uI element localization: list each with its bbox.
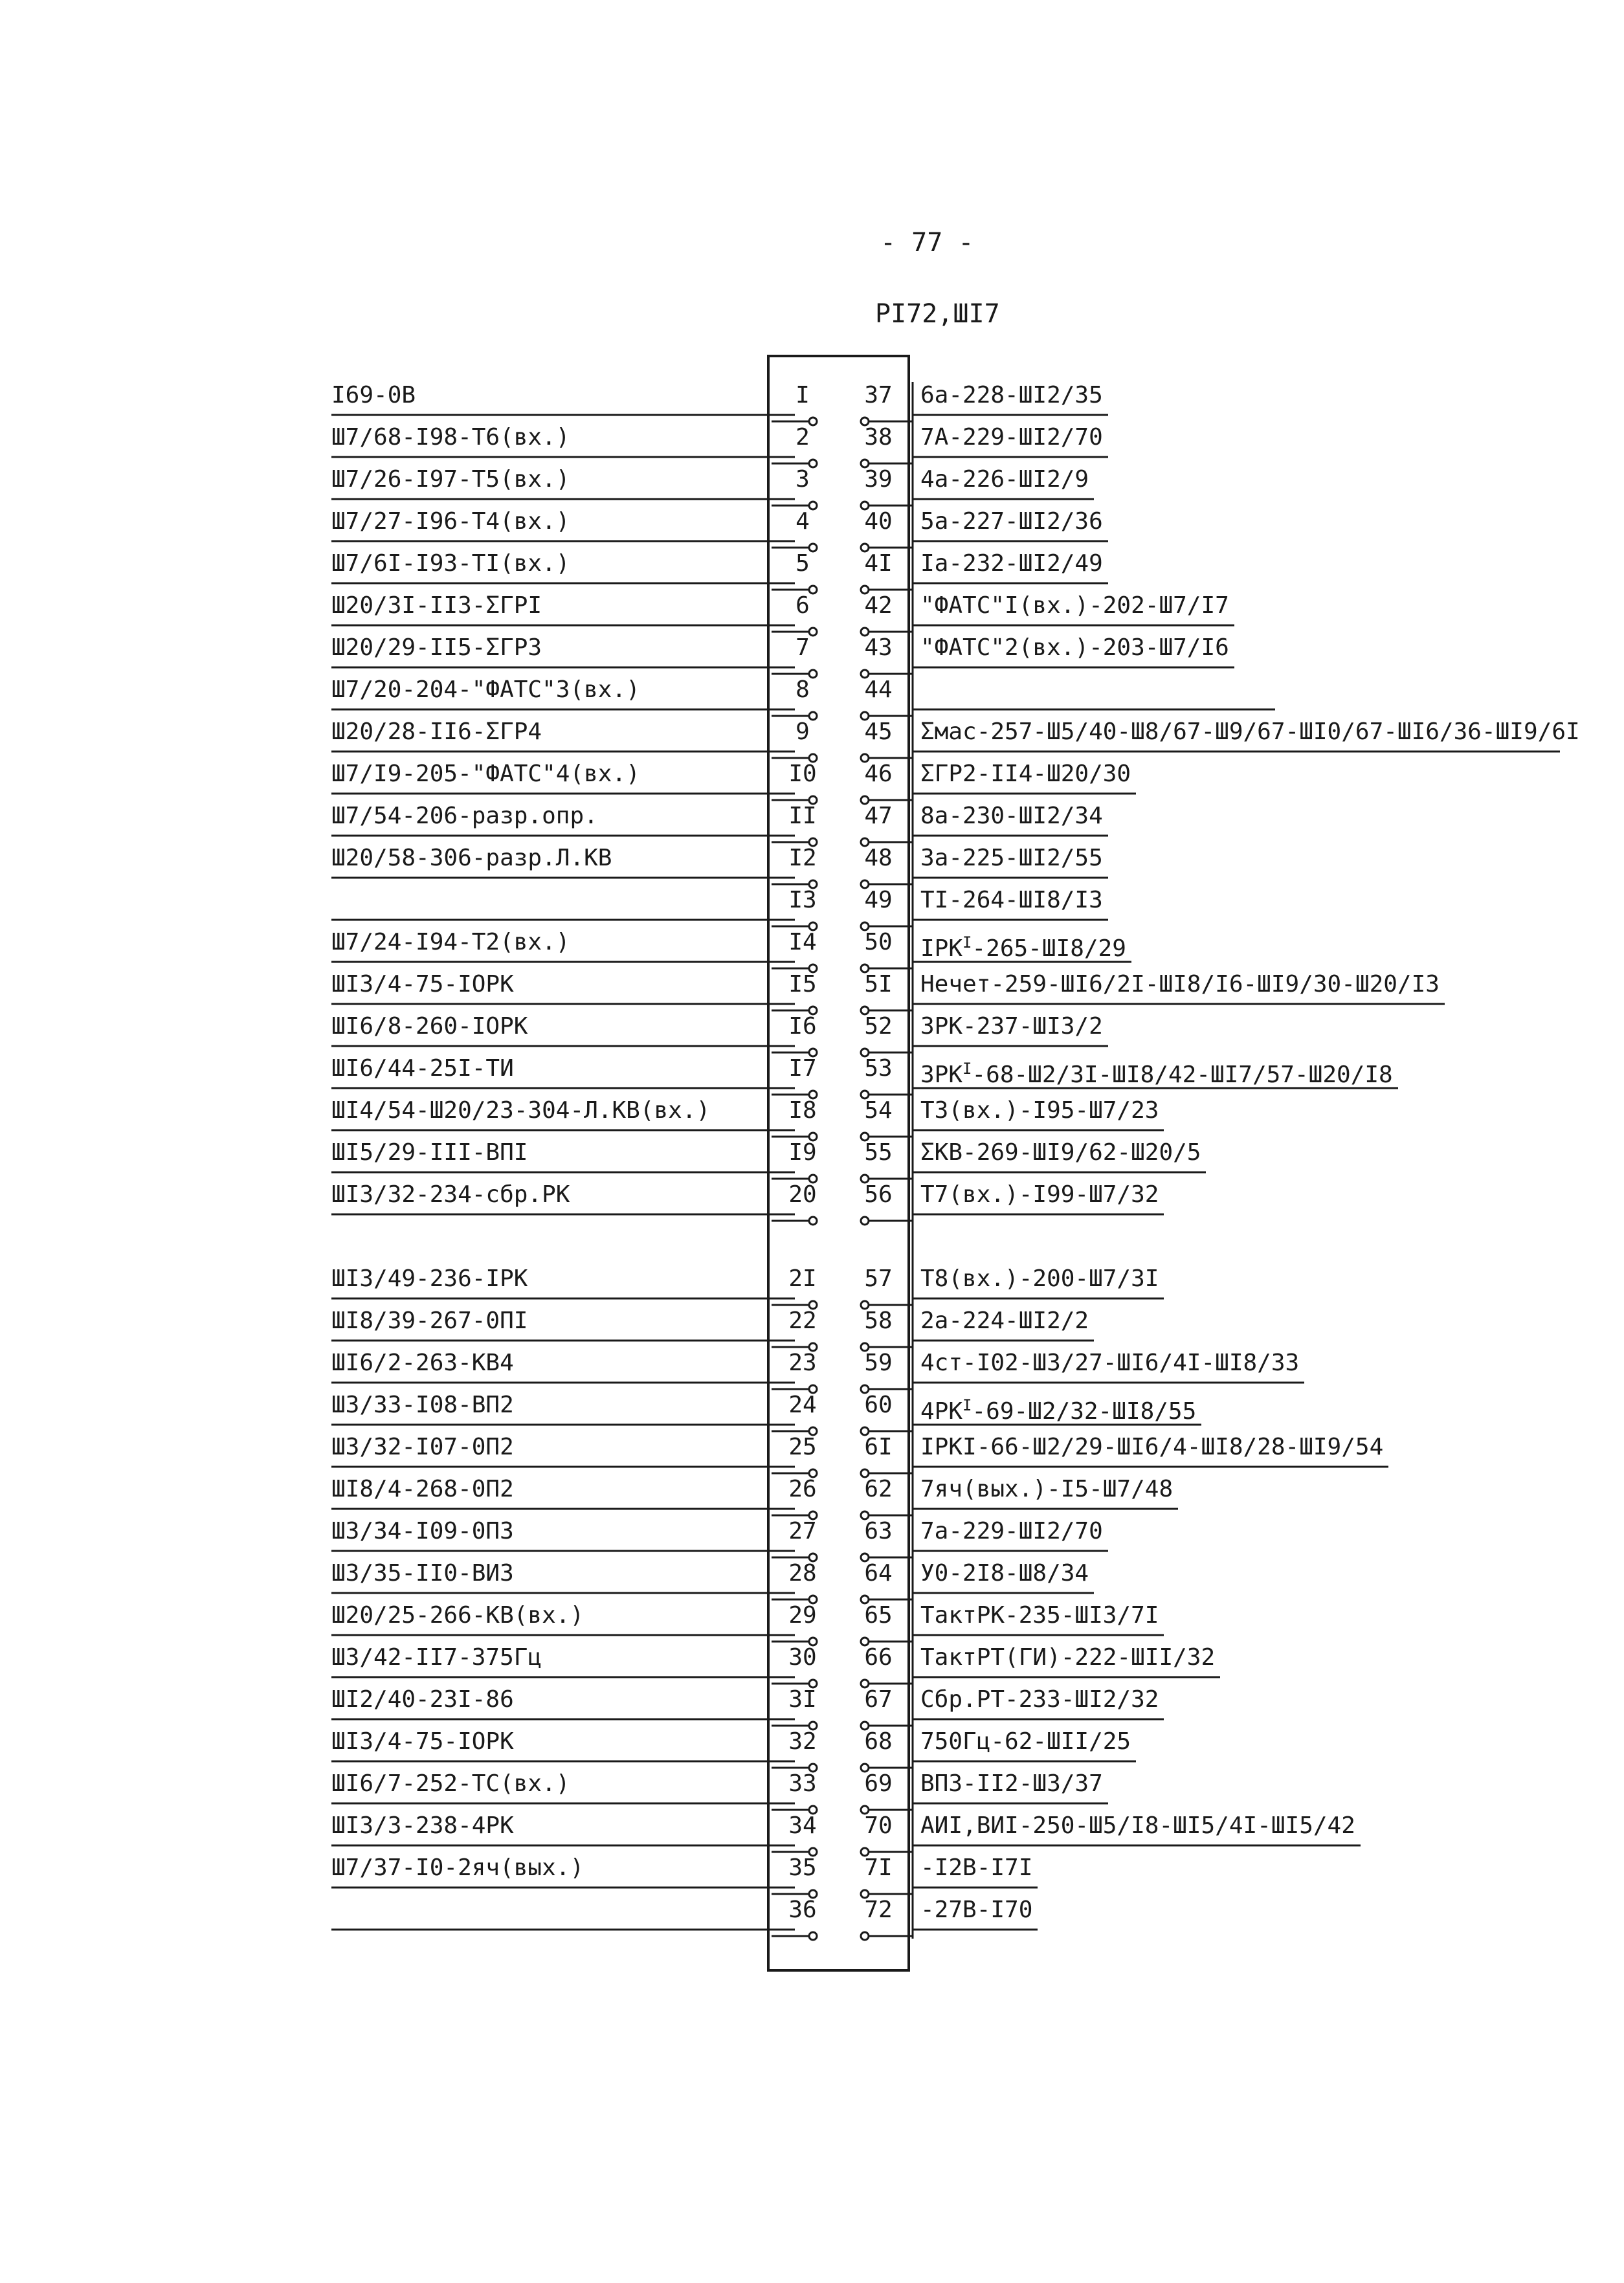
left-pin-number: 2I [788, 1265, 817, 1292]
left-signal-label: ШI3/49-236-IPK [331, 1265, 528, 1292]
left-signal-label: ШI3/4-75-IOPK [331, 1728, 514, 1755]
left-signal-label: I69-0B [331, 382, 416, 408]
right-pin-number: 69 [864, 1770, 893, 1797]
right-signal-label: 8a-230-ШI2/34 [920, 803, 1103, 829]
right-signal-label: У0-2I8-Ш8/34 [920, 1560, 1089, 1587]
right-pin-number: 43 [864, 634, 893, 661]
left-signal-label: Ш7/26-I97-T5(вх.) [331, 466, 570, 493]
right-pin-number: 42 [864, 592, 893, 619]
right-signal-label: Нечет-259-ШI6/2I-ШI8/I6-ШI9/30-Ш20/I3 [920, 971, 1440, 997]
left-pin-number: 23 [788, 1350, 817, 1376]
right-pin-number: 50 [864, 929, 893, 955]
left-signal-label: ШI4/54-Ш20/23-304-Л.КВ(вх.) [331, 1097, 711, 1124]
right-pin-number: 59 [864, 1350, 893, 1376]
right-pin-number: 7I [864, 1854, 893, 1881]
left-signal-label: ШI5/29-III-ВПI [331, 1139, 528, 1166]
left-pin-number: I3 [788, 887, 817, 913]
left-signal-label: Ш3/35-II0-ВИ3 [331, 1560, 514, 1587]
left-signal-label: Ш20/29-II5-ΣГP3 [331, 634, 542, 661]
right-pin-number: 63 [864, 1518, 893, 1544]
left-pin-number: I [795, 382, 810, 408]
right-pin-number: 37 [864, 382, 893, 408]
right-signal-label: T8(вх.)-200-Ш7/3I [920, 1265, 1159, 1292]
left-pin-contact-circle [809, 1217, 817, 1225]
right-pin-number: 60 [864, 1392, 893, 1418]
right-pin-number: 40 [864, 508, 893, 535]
left-signal-label: ШI3/3-238-4PK [331, 1812, 514, 1839]
left-pin-number: 5 [795, 550, 810, 577]
right-signal-label: 2a-224-ШI2/2 [920, 1308, 1089, 1334]
right-pin-number: 46 [864, 761, 893, 787]
left-pin-number: I0 [788, 761, 817, 787]
left-pin-number: 36 [788, 1897, 817, 1923]
left-pin-number: 2 [795, 424, 810, 451]
right-pin-number: 49 [864, 887, 893, 913]
left-pin-number: 35 [788, 1854, 817, 1881]
left-signal-label: ШI6/2-263-КВ4 [331, 1350, 514, 1376]
right-signal-label: T7(вх.)-I99-Ш7/32 [920, 1181, 1159, 1208]
left-pin-number: I2 [788, 845, 817, 871]
right-signal-label: Ia-232-ШI2/49 [920, 550, 1103, 577]
left-signal-label: ШI3/32-234-сбр.PK [331, 1181, 570, 1208]
right-pin-number: 68 [864, 1728, 893, 1755]
right-signal-label: $4PK^I-69-Ш2/32-ШI8/55$ [920, 1396, 1197, 1425]
left-pin-number: I4 [788, 929, 817, 955]
left-signal-label: Ш20/58-306-разр.Л.КВ [331, 845, 612, 871]
left-signal-label: Ш7/I9-205-"ФАТС"4(вх.) [331, 761, 640, 787]
right-pin-number: 56 [864, 1181, 893, 1208]
right-pin-number: 67 [864, 1686, 893, 1713]
connector-title: PI72,ШI7 [875, 299, 1000, 329]
right-signal-label: ТактPK-235-ШI3/7I [920, 1602, 1159, 1629]
right-signal-label: $3PK^I-68-Ш2/3I-ШI8/42-ШI7/57-Ш20/I8$ [920, 1060, 1393, 1088]
left-pin-number: 29 [788, 1602, 817, 1629]
right-pin-number: 64 [864, 1560, 893, 1587]
right-signal-label: 4ст-I02-Ш3/27-ШI6/4I-ШI8/33 [920, 1350, 1300, 1376]
left-signal-label: Ш7/54-206-разр.опр. [331, 803, 598, 829]
right-signal-label: 4a-226-ШI2/9 [920, 466, 1089, 493]
right-pin-number: 72 [864, 1897, 893, 1923]
left-signal-label: Ш20/3I-II3-ΣГPI [331, 592, 542, 619]
right-signal-label: 6a-228-ШI2/35 [920, 382, 1103, 408]
right-signal-label: ΣКВ-269-ШI9/62-Ш20/5 [920, 1139, 1201, 1166]
right-pin-number: 53 [864, 1055, 893, 1082]
right-pin-number: 47 [864, 803, 893, 829]
right-pin-number: 38 [864, 424, 893, 451]
left-pin-number: 3I [788, 1686, 817, 1713]
right-pin-number: 44 [864, 676, 893, 703]
left-signal-label: Ш7/24-I94-T2(вх.) [331, 929, 570, 955]
left-pin-number: I5 [788, 971, 817, 997]
right-signal-label: ВП3-II2-Ш3/37 [920, 1770, 1103, 1797]
right-signal-label: ΣГP2-II4-Ш20/30 [920, 761, 1131, 787]
right-signal-label: TI-264-ШI8/I3 [920, 887, 1103, 913]
right-pin-number: 5I [864, 971, 893, 997]
left-pin-number: 30 [788, 1644, 817, 1671]
left-signal-label: Ш3/32-I07-0П2 [331, 1434, 514, 1460]
right-pin-number: 70 [864, 1812, 893, 1839]
right-signal-label: 5a-227-ШI2/36 [920, 508, 1103, 535]
left-signal-label: Ш3/34-I09-0П3 [331, 1518, 514, 1544]
left-pin-number: 34 [788, 1812, 817, 1839]
left-pin-number: 9 [795, 718, 810, 745]
left-signal-label: Ш7/68-I98-T6(вх.) [331, 424, 570, 451]
right-pin-number: 66 [864, 1644, 893, 1671]
right-signal-label: -I2B-I7I [920, 1854, 1033, 1881]
right-signal-label: 7a-229-ШI2/70 [920, 1518, 1103, 1544]
right-signal-label: -27B-I70 [920, 1897, 1033, 1923]
right-pin-number: 65 [864, 1602, 893, 1629]
left-pin-number: 27 [788, 1518, 817, 1544]
right-signal-label: ТактPT(ГИ)-222-ШII/32 [920, 1644, 1216, 1671]
left-signal-label: ШI6/7-252-TC(вх.) [331, 1770, 570, 1797]
right-pin-number: 39 [864, 466, 893, 493]
right-pin-contact-circle [861, 1217, 869, 1225]
left-pin-number: I7 [788, 1055, 817, 1082]
left-signal-label: Ш3/42-II7-375Гц [331, 1644, 542, 1671]
right-pin-number: 62 [864, 1476, 893, 1502]
right-pin-number: 54 [864, 1097, 893, 1124]
left-pin-number: 8 [795, 676, 810, 703]
left-pin-number: 28 [788, 1560, 817, 1587]
left-signal-label: Ш7/37-I0-2яч(вых.) [331, 1854, 584, 1881]
left-signal-label: ШI6/8-260-IOPK [331, 1013, 528, 1040]
right-signal-label: IPKI-66-Ш2/29-ШI6/4-ШI8/28-ШI9/54 [920, 1434, 1384, 1460]
left-signal-label: Ш7/27-I96-T4(вх.) [331, 508, 570, 535]
right-pin-number: 52 [864, 1013, 893, 1040]
left-pin-number: 20 [788, 1181, 817, 1208]
right-signal-label: $IPK^I-265-ШI8/29$ [920, 933, 1126, 962]
right-signal-label: 7яч(вых.)-I5-Ш7/48 [920, 1476, 1174, 1502]
left-pin-number: 4 [795, 508, 810, 535]
left-signal-label: Ш3/33-I08-ВП2 [331, 1392, 514, 1418]
left-signal-label: ШI3/4-75-IOPK [331, 971, 514, 997]
left-pin-number: 6 [795, 592, 810, 619]
right-pin-number: 4I [864, 550, 893, 577]
left-signal-label: ШI2/40-23I-86 [331, 1686, 514, 1713]
right-signal-label: T3(вх.)-I95-Ш7/23 [920, 1097, 1159, 1124]
left-pin-number: 26 [788, 1476, 817, 1502]
right-signal-label: Сбр.PT-233-ШI2/32 [920, 1686, 1159, 1713]
left-signal-label: ШI8/39-267-0ПI [331, 1308, 528, 1334]
left-pin-number: II [788, 803, 817, 829]
right-signal-label: 3a-225-ШI2/55 [920, 845, 1103, 871]
right-signal-label: "ФАТС"I(вх.)-202-Ш7/I7 [920, 592, 1229, 619]
left-pin-number: 24 [788, 1392, 817, 1418]
right-pin-number: 57 [864, 1265, 893, 1292]
left-pin-number: I9 [788, 1139, 817, 1166]
right-signal-label: 750Гц-62-ШII/25 [920, 1728, 1131, 1755]
right-pin-number: 55 [864, 1139, 893, 1166]
left-pin-contact-circle [809, 1932, 817, 1940]
right-signal-label: 7A-229-ШI2/70 [920, 424, 1103, 451]
left-signal-label: Ш7/6I-I93-TI(вх.) [331, 550, 570, 577]
left-pin-number: 33 [788, 1770, 817, 1797]
right-pin-number: 58 [864, 1308, 893, 1334]
right-signal-label: "ФАТС"2(вх.)-203-Ш7/I6 [920, 634, 1229, 661]
left-pin-number: 25 [788, 1434, 817, 1460]
left-signal-label: Ш7/20-204-"ФАТС"3(вх.) [331, 676, 640, 703]
left-pin-number: 7 [795, 634, 810, 661]
left-signal-label: Ш20/25-266-КВ(вх.) [331, 1602, 584, 1629]
left-signal-label: ШI8/4-268-0П2 [331, 1476, 514, 1502]
left-pin-number: 3 [795, 466, 810, 493]
left-pin-number: 32 [788, 1728, 817, 1755]
left-pin-number: I8 [788, 1097, 817, 1124]
left-signal-label: ШI6/44-25I-ТИ [331, 1055, 514, 1082]
right-pin-contact-circle [861, 1932, 869, 1940]
right-signal-label: Σмас-257-Ш5/40-Ш8/67-Ш9/67-ШI0/67-ШI6/36-ШI9/6I [920, 718, 1580, 745]
left-signal-label: Ш20/28-II6-ΣГP4 [331, 718, 542, 745]
left-pin-number: I6 [788, 1013, 817, 1040]
right-pin-number: 48 [864, 845, 893, 871]
right-signal-label: 3PK-237-ШI3/2 [920, 1013, 1103, 1040]
right-signal-label: АИI,ВИI-250-Ш5/I8-ШI5/4I-ШI5/42 [920, 1812, 1355, 1839]
page-number: - 77 - [880, 228, 974, 258]
left-pin-number: 22 [788, 1308, 817, 1334]
right-pin-number: 6I [864, 1434, 893, 1460]
right-pin-number: 45 [864, 718, 893, 745]
